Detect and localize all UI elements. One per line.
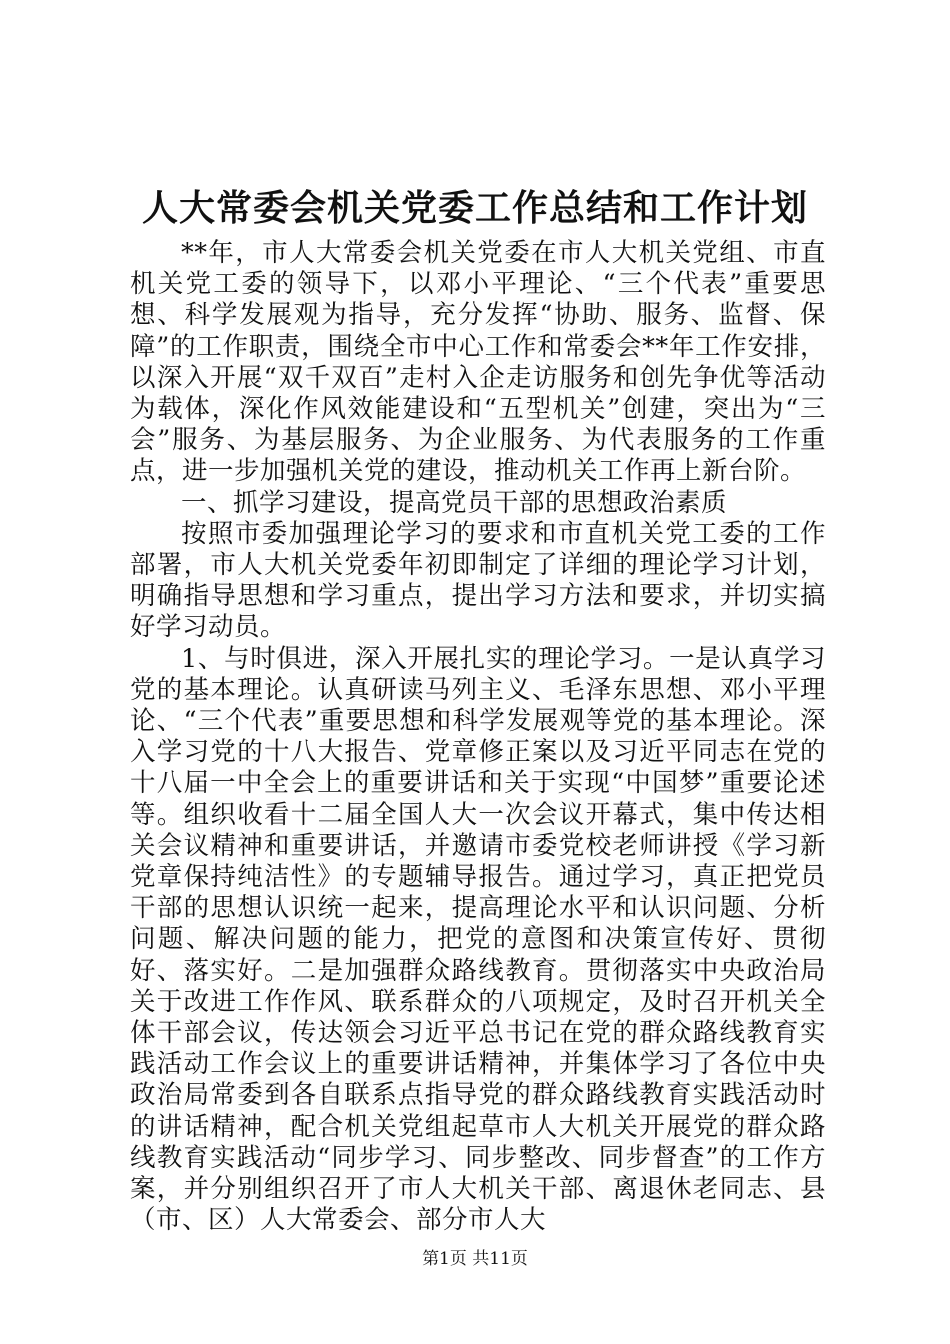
document-body (130, 238, 826, 1237)
page-number-footer: 第1页 共11页 (422, 1249, 528, 1269)
intro-paragraph: **年，市人大常委会机关党委在市人大机关党组、市直机关党工委的领导下，以邓小平理论、“三个代表”重要思想、科学发展观为指导，充分发挥“协助、服务、监督、保障”的工作职责，围绕全市中心工作和常委会**年工作安排，以深入开展“双千双百”走村入企走访服务和创先争优等活动为载体，深化作风效能建设和“五型机关”创建，突出为“三会”服务、为基层服务、为企业服务、为代表服务的工作重点，进一步加强机关党的建设，推动机关工作再上新台阶。 (130, 238, 826, 487)
section-heading: 一、抓学习建设，提高党员干部的思想政治素质 (181, 487, 728, 518)
document-title: 人大常委会机关党委工作总结和工作计划 (141, 187, 808, 229)
body-paragraph: 按照市委加强理论学习的要求和市直机关党工委的工作部署，市人大机关党委年初即制定了详细的理论学习计划，明确指导思想和学习重点，提出学习方法和要求，并切实搞好学习动员。 (130, 518, 826, 643)
body-paragraph: 1、与时俱进，深入开展扎实的理论学习。一是认真学习党的基本理论。认真研读马列主义、毛泽东思想、邓小平理论、“三个代表”重要思想和科学发展观等党的基本理论。深入学习党的十八大报告、党章修正案以及习近平同志在党的十八届一中全会上的重要讲话和关于实现“中国梦”重要论述等。组织收看十二届全国人大一次会议开幕式，集中传达相关会议精神和重要讲话，并邀请市委党校老师讲授《学习新党章保持纯洁性》的专题辅导报告。通过学习，真正把党员干部的思想认识统一起来，提高理论水平和认识问题、分析问题、解决问题的能力，把党的意图和决策宣传好、贯彻好、落实好。二是加强群众路线教育。贯彻落实中央政治局关于改进工作作风、联系群众的八项规定，及时召开机关全体干部会议，传达领会习近平总书记在党的群众路线教育实践活动工作会议上的重要讲话精神，并集体学习了各位中央政治局常委到各自联系点指导党的群众路线教育实践活动时的讲话精神，配合机关党组起草市人大机关开展党的群众路线教育实践活动“同步学习、同步整改、同步督查”的工作方案，并分别组织召开了市人大机关干部、离退休老同志、县（市、区）人大常委会、部分市人大 (130, 643, 826, 1236)
